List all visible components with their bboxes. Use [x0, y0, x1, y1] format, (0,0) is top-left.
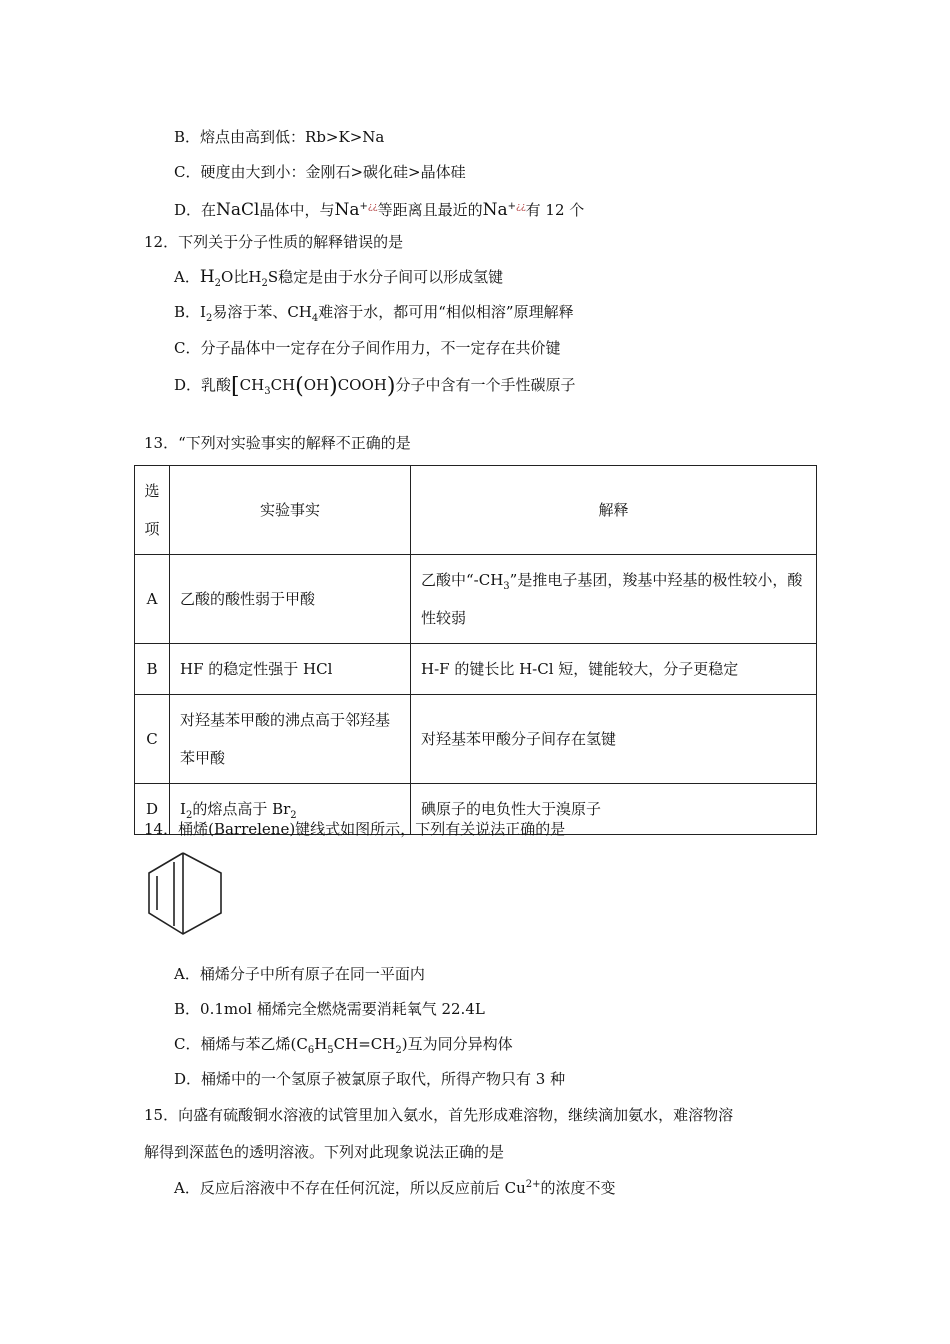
q11-option-c: C．硬度由大到小：金刚石>碳化硅>晶体硅: [174, 163, 466, 181]
row-d-fact: $I_2$的熔点高于 $Br_2$: [170, 784, 411, 835]
q14-option-a: A．桶烯分子中所有原子在同一平面内: [174, 965, 425, 983]
q12-stem: 12．下列关于分子性质的解释错误的是: [144, 233, 404, 251]
q11-option-d: [174, 196, 584, 221]
row-b-fact: HF 的稳定性强于 HCl: [170, 644, 411, 695]
row-b-label: B: [135, 644, 170, 695]
q12-a-prefix: A．: [174, 268, 200, 286]
q15-stem-line2: 解得到深蓝色的透明溶液。下列对此现象说法正确的是: [144, 1143, 505, 1161]
row-a-explanation: 乙酸中“$-CH_3$”是推电子基团，羧基中羟基的极性较小，酸性较弱: [411, 555, 817, 644]
header-explanation: 解释: [411, 466, 817, 555]
q12-option-b: [174, 301, 574, 323]
q12-d-prefix: D．乳酸: [174, 376, 232, 394]
q11-d-garble-2: ¿¿: [516, 202, 526, 212]
q12-option-a: A．$H_2O$比$H_2S$稳定是由于水分子间可以形成氢键: [174, 267, 504, 289]
q12-b-sub-2: 4: [311, 313, 319, 324]
q12-b-sub-1: 2: [205, 313, 213, 324]
table-row: [135, 644, 817, 695]
table-row: [135, 555, 817, 644]
row-a-fact: 乙酸的酸性弱于甲酸: [170, 555, 411, 644]
q12-a-sub-2: 2: [261, 278, 268, 289]
row-d-explanation: 碘原子的电负性大于溴原子: [411, 784, 817, 835]
table-row: [135, 695, 817, 784]
q14-stem: 14．桶烯(Barrelene)键线式如图所示，下列有关说法正确的是: [144, 820, 566, 838]
q11-d-na-1: Na: [334, 200, 360, 220]
q11-d-mid: 晶体中，与: [259, 201, 335, 219]
barrelene-structure: [144, 850, 226, 938]
q12-d-f2: CH: [270, 376, 296, 394]
row-c-fact: 对羟基苯甲酸的沸点高于邻羟基苯甲酸: [170, 695, 411, 784]
q14-option-c: C．桶烯与苯乙烯$(C_6H_5CH=CH_2)$互为同分异构体: [174, 1035, 513, 1056]
row-c-label: C: [135, 695, 170, 784]
q12-b-prefix: B．I: [174, 303, 206, 321]
q12-a-sub-1: 2: [214, 278, 222, 289]
q12-d-f1: CH: [239, 376, 265, 394]
q11-d-garble-1: ¿¿: [367, 202, 378, 212]
q14-option-d: D．桶烯中的一个氢原子被氯原子取代，所得产物只有 3 种: [174, 1070, 566, 1088]
q12-option-d: D．乳酸$[CH_3CH(OH)COOH)$分子中含有一个手性碳原子: [174, 374, 576, 399]
q15-stem-line1: 15．向盛有硫酸铜水溶液的试管里加入氨水，首先形成难溶物，继续滴加氨水，难溶物溶: [144, 1106, 734, 1124]
header-option: 选 项: [135, 466, 170, 555]
header-fact: 实验事实: [170, 466, 411, 555]
q13-table: [134, 465, 817, 835]
table-header-row: [135, 466, 817, 555]
q14-option-b: B．0.1mol 桶烯完全燃烧需要消耗氧气 22.4L: [174, 1000, 485, 1018]
q12-a-text1: O比H: [221, 268, 262, 286]
row-d-label: D: [135, 784, 170, 835]
q12-d-sub: 3: [264, 386, 271, 397]
q12-d-post: 分子中含有一个手性碳原子: [395, 376, 576, 394]
q12-d-f4: COOH: [337, 376, 387, 394]
q13-stem: 13．“下列对实验事实的解释不正确的是: [144, 434, 411, 452]
row-c-explanation: 对羟基苯甲酸分子间存在氢键: [411, 695, 817, 784]
q11-d-prefix: D．在: [174, 201, 217, 219]
q11-d-sup-1: +: [359, 201, 368, 212]
q12-b-text2: 难溶于水，都可用“相似相溶”原理解释: [318, 303, 574, 321]
q11-d-mid2: 等距离且最近的: [377, 201, 483, 219]
q12-a-text2: S稳定是由于水分子间可以形成氢键: [267, 268, 504, 286]
row-a-label: A: [135, 555, 170, 644]
q11-d-end: 有 12 个: [525, 201, 585, 219]
q12-option-c: C．分子晶体中一定存在分子间作用力，不一定存在共价键: [174, 339, 561, 357]
q15-option-a: A．反应后溶液中不存在任何沉淀，所以反应前后 $Cu^{2+}$的浓度不变: [174, 1179, 616, 1197]
q12-b-text1: 易溶于苯、CH: [212, 303, 312, 321]
q11-d-sup-2: +: [507, 201, 516, 212]
row-b-explanation: H-F 的键长比 H-Cl 短，键能较大，分子更稳定: [411, 644, 817, 695]
q11-d-na-2: Na: [482, 200, 508, 220]
q12-d-f3: OH: [303, 376, 330, 394]
q11-option-b: B．熔点由高到低：Rb>K>Na: [174, 128, 385, 146]
q11-d-nacl: NaCl: [216, 200, 260, 220]
